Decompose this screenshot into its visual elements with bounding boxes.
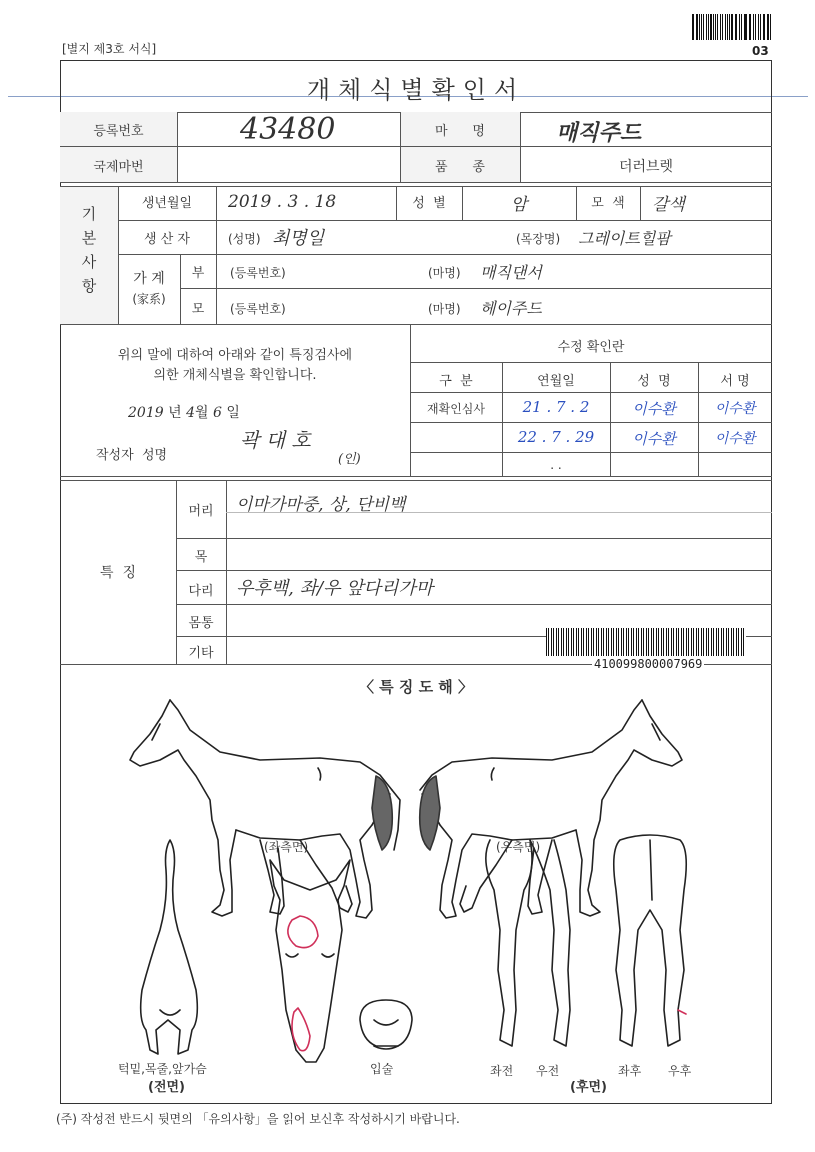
revision-row3-date: . .: [550, 458, 562, 472]
front-right-label: 우전: [536, 1064, 560, 1078]
footer-note: (주) 작성전 반드시 뒷면의 「유의사항」을 읽어 보신후 작성하시기 바랍니다.: [56, 1112, 460, 1126]
intl-no-label: 국제마번: [93, 160, 144, 175]
revision-row1-sign: 이수환: [714, 401, 756, 417]
left-side-label: (좌측면): [264, 840, 309, 854]
revision-col-name: 성 명: [637, 374, 671, 389]
dam-name-label: (마명): [428, 302, 461, 316]
features-barcode: [546, 628, 746, 656]
pedigree-label: 가 계: [133, 271, 165, 287]
front-label: (전면): [148, 1080, 185, 1095]
top-barcode: [692, 14, 772, 40]
document-title: 개체식별확인서: [306, 76, 526, 104]
right-side-label: (우측면): [496, 840, 541, 854]
producer-name-value: 최명일: [272, 228, 325, 249]
reg-no-label: 등록번호: [93, 124, 144, 139]
sire-name-value: 매직댄서: [480, 263, 542, 282]
dam-label: 모: [191, 302, 205, 317]
sex-value: 암: [510, 195, 528, 215]
revision-col-type: 구 분: [439, 374, 473, 389]
diagram-title: 〈 특 징 도 해 〉: [358, 678, 474, 696]
revision-row1-name: 이수환: [632, 400, 676, 418]
front-view-horse: [141, 840, 198, 1054]
pedigree-hanja: (家系): [132, 292, 166, 306]
horse-name-value: 매직주드: [556, 120, 642, 146]
sire-name-label: (마명): [428, 266, 461, 280]
head-label: 머리: [188, 504, 214, 519]
lips-label: 입술: [370, 1062, 394, 1076]
revision-title: 수정 확인란: [557, 340, 625, 355]
features-section-label: 특 징: [100, 565, 136, 581]
statement-line2: 의한 개체식별을 확인합니다.: [153, 368, 317, 383]
right-side-horse: [420, 700, 682, 918]
horse-diagram: [60, 690, 772, 1090]
barcode-number: 410099800007969: [594, 657, 703, 671]
hind-left-label: 좌후: [618, 1064, 642, 1078]
revision-row2-name: 이수환: [632, 430, 676, 448]
front-legs-view: [486, 840, 570, 1046]
author-value: 곽 대 호: [240, 428, 311, 452]
sire-reg-label: (등록번호): [230, 266, 286, 280]
revision-row2-sign: 이수환: [714, 431, 756, 447]
front-caption: 턱밑,목줄,앞가슴: [118, 1062, 207, 1076]
issue-date: 2019 년 4월 6 일: [128, 405, 240, 421]
form-code: [별지 제3호 서식]: [62, 42, 157, 56]
farm-label: (목장명): [516, 232, 561, 246]
dam-name-value: 헤이주드: [480, 299, 542, 318]
hind-right-label: 우후: [668, 1064, 692, 1078]
breed-label: 품 종: [435, 160, 485, 175]
left-side-horse: [130, 700, 400, 918]
revision-row1-date: 21 . 7 . 2: [522, 398, 590, 416]
sire-label: 부: [191, 266, 205, 281]
legs-value: 우후백, 좌/우 앞다리가마: [236, 578, 434, 599]
reg-no-value: 43480: [240, 112, 336, 147]
page-number: 03: [752, 44, 769, 58]
author-seal: (인): [338, 452, 361, 467]
statement-line1: 위의 말에 대하여 아래와 같이 특징검사에: [117, 348, 353, 363]
rear-view-horse: [614, 835, 687, 1046]
producer-label: 생 산 자: [144, 232, 190, 247]
breed-value: 더러브렛: [618, 159, 674, 175]
front-left-label: 좌전: [490, 1064, 514, 1078]
body-label: 몸통: [188, 616, 214, 631]
author-label: 작성자 성명: [96, 448, 168, 463]
basic-section-label: 기 본 사 항: [81, 205, 97, 295]
neck-label: 목: [194, 550, 208, 565]
producer-name-label: (성명): [228, 232, 261, 246]
lips-view: [360, 1000, 412, 1049]
horse-name-label: 마 명: [435, 124, 485, 139]
revision-row1-type: 재확인심사: [427, 402, 485, 416]
legs-label: 다리: [188, 584, 214, 599]
sex-label: 성 별: [412, 196, 446, 211]
revision-row2-date: 22 . 7 . 29: [517, 428, 595, 446]
revision-col-date: 연월일: [537, 374, 575, 389]
farm-value: 그레이트힐팜: [578, 229, 671, 248]
other-label: 기타: [188, 646, 214, 661]
color-value: 갈색: [652, 195, 685, 215]
revision-col-sign: 서 명: [720, 374, 750, 389]
color-label: 모 색: [591, 196, 625, 211]
birth-value: 2019 . 3 . 18: [228, 192, 337, 212]
head-value: 이마가마중, 상, 단비백: [236, 495, 406, 515]
dam-reg-label: (등록번호): [230, 302, 286, 316]
rear-label: (후면): [570, 1080, 607, 1095]
birth-label: 생년월일: [141, 196, 193, 211]
